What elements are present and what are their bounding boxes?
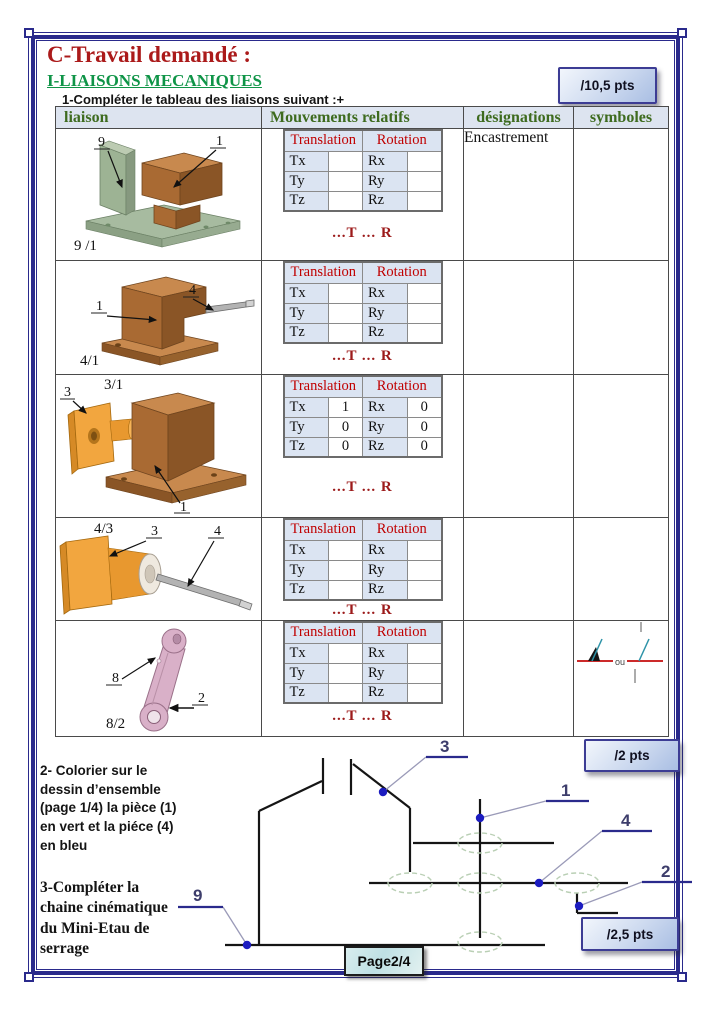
axis-label: Rz <box>363 437 408 457</box>
designation-cell <box>464 261 574 375</box>
instruction-1: 1-Compléter le tableau des liaisons suivant :+ <box>62 92 345 107</box>
value-cell <box>329 663 363 683</box>
doc-title: C-Travail demandé : <box>47 42 252 67</box>
axis-label: Tx <box>284 283 329 303</box>
value-cell <box>329 303 363 323</box>
column-header-mouvements: Mouvements relatifs <box>262 107 464 129</box>
frame-corner-ornament <box>677 28 687 38</box>
axis-label: Tz <box>284 683 329 703</box>
diagram-label-9: 9 <box>193 886 203 905</box>
axis-label: Ty <box>284 303 329 323</box>
liaison-cell-4-1 <box>56 261 262 375</box>
part-label: 1 <box>180 500 187 515</box>
kinematic-chain-diagram <box>160 733 700 985</box>
symbol-cell <box>574 518 669 621</box>
value-cell <box>329 560 363 580</box>
axis-label: Tx <box>284 643 329 663</box>
symbol-or-text: ou <box>615 657 626 667</box>
part-label: 3 <box>151 524 158 539</box>
value-cell <box>408 540 442 560</box>
pair-caption: 4/1 <box>80 353 100 369</box>
rotation-header: Rotation <box>363 376 442 397</box>
note-chaine-cinematique: 3-Compléter la chaine cinématique du Mini-Etau de serrage <box>40 879 168 958</box>
axis-label: Ty <box>284 417 329 437</box>
pair-caption: 4/3 <box>94 521 114 537</box>
translation-header: Translation <box>284 376 363 397</box>
designation-cell <box>464 621 574 737</box>
value-cell <box>408 663 442 683</box>
column-header-symboles: symboles <box>574 107 669 129</box>
value-cell <box>329 323 363 343</box>
movement-mini-table <box>283 375 443 458</box>
axis-label: Ty <box>284 171 329 191</box>
value-cell <box>408 643 442 663</box>
part-label: 3 <box>64 385 71 400</box>
movements-cell <box>262 129 464 261</box>
value-cell: 0 <box>329 437 363 457</box>
symbol-cell <box>574 621 669 737</box>
page-number-box: Page2/4 <box>344 946 424 976</box>
movements-cell <box>262 375 464 518</box>
frame-corner-ornament <box>24 972 34 982</box>
value-cell <box>329 580 363 600</box>
pair-caption: 8/2 <box>106 716 126 732</box>
axis-label: Ry <box>363 663 408 683</box>
diagram-label-3: 3 <box>440 737 450 756</box>
value-cell <box>408 283 442 303</box>
value-cell <box>408 171 442 191</box>
symbol-cell <box>574 261 669 375</box>
part-label: 4 <box>214 524 221 539</box>
axis-label: Rz <box>363 683 408 703</box>
diagram-label-2: 2 <box>661 862 671 881</box>
movement-mini-table <box>283 261 443 344</box>
section-title: I-LIAISONS MECANIQUES <box>47 71 262 90</box>
movement-mini-table <box>283 518 443 601</box>
liaison-cell-8-2 <box>56 621 262 737</box>
leader-lines <box>223 757 642 945</box>
part-label: 2 <box>198 691 205 706</box>
value-cell <box>329 171 363 191</box>
value-cell: 0 <box>408 437 442 457</box>
axis-label: Ry <box>363 303 408 323</box>
diagram-label-1: 1 <box>561 781 571 800</box>
value-cell <box>408 323 442 343</box>
column-header-liaison: liaison <box>56 107 262 129</box>
frame-corner-ornament <box>24 28 34 38</box>
rotation-header: Rotation <box>363 519 442 540</box>
value-cell <box>408 560 442 580</box>
tr-answer-line: ...T ... R <box>332 348 393 364</box>
value-cell <box>329 151 363 171</box>
axis-label: Rx <box>363 283 408 303</box>
pair-caption: 3/1 <box>104 377 124 393</box>
value-cell <box>329 643 363 663</box>
liaison-cell-4-3 <box>56 518 262 621</box>
movement-mini-table <box>283 129 443 212</box>
tr-answer-line: ...T ... R <box>332 602 393 618</box>
label-underlines <box>178 757 692 907</box>
part-illustration-3-1 <box>56 375 260 516</box>
value-cell <box>408 151 442 171</box>
tr-answer-line: ...T ... R <box>332 708 393 724</box>
value-cell <box>408 683 442 703</box>
value-cell <box>408 580 442 600</box>
axis-label: Tz <box>284 437 329 457</box>
designation-cell: Encastrement <box>464 129 574 261</box>
symbol-cell <box>574 375 669 518</box>
diagram-label-4: 4 <box>621 811 631 830</box>
axis-label: Tx <box>284 151 329 171</box>
axis-label: Tx <box>284 397 329 417</box>
axis-label: Ty <box>284 663 329 683</box>
rotation-header: Rotation <box>363 130 442 151</box>
axis-label: Tz <box>284 323 329 343</box>
column-header-designations: désignations <box>464 107 574 129</box>
part-illustration-8-2 <box>56 621 260 735</box>
liaison-cell-9-1 <box>56 129 262 261</box>
axis-label: Ry <box>363 417 408 437</box>
points-badge-chain: /2,5 pts <box>581 917 679 951</box>
movements-cell <box>262 518 464 621</box>
part-label: 1 <box>216 134 223 149</box>
translation-header: Translation <box>284 262 363 283</box>
axis-label: Tx <box>284 540 329 560</box>
movement-mini-table <box>283 621 443 704</box>
part-illustration-4-3 <box>56 518 260 619</box>
axis-label: Rz <box>363 191 408 211</box>
value-cell: 0 <box>408 397 442 417</box>
movements-cell <box>262 621 464 737</box>
tr-answer-line: ...T ... R <box>332 225 393 241</box>
axis-label: Ry <box>363 171 408 191</box>
node-dots <box>243 788 583 949</box>
part-label: 4 <box>189 283 196 298</box>
value-cell: 0 <box>329 417 363 437</box>
value-cell <box>329 283 363 303</box>
points-badge-total: /10,5 pts <box>558 67 657 104</box>
tr-answer-line: ...T ... R <box>332 479 393 495</box>
designation-cell <box>464 518 574 621</box>
translation-header: Translation <box>284 622 363 643</box>
symbol-cell <box>574 129 669 261</box>
axis-label: Tz <box>284 580 329 600</box>
value-cell <box>329 683 363 703</box>
value-cell <box>329 191 363 211</box>
translation-header: Translation <box>284 130 363 151</box>
designation-cell <box>464 375 574 518</box>
axis-label: Ry <box>363 560 408 580</box>
part-label: 8 <box>112 671 119 686</box>
part-label: 9 <box>98 135 105 150</box>
value-cell <box>408 303 442 323</box>
pivot-symbol <box>575 621 667 685</box>
points-badge-coloring: /2 pts <box>584 739 680 772</box>
liaison-cell-3-1 <box>56 375 262 518</box>
axis-label: Rz <box>363 580 408 600</box>
axis-label: Ty <box>284 560 329 580</box>
axis-label: Rx <box>363 643 408 663</box>
axis-label: Rx <box>363 151 408 171</box>
value-cell: 0 <box>408 417 442 437</box>
axis-label: Tz <box>284 191 329 211</box>
translation-header: Translation <box>284 519 363 540</box>
liaison-placeholder-ellipses <box>388 833 599 952</box>
part-label: 1 <box>96 299 103 314</box>
axis-label: Rx <box>363 397 408 417</box>
pair-caption: 9 /1 <box>74 238 97 254</box>
liaisons-table <box>55 106 669 737</box>
note-colorier: 2- Colorier sur le dessin d’ensemble (page 1/4) la pièce (1) en vert et la piéce (4) en bleu <box>40 763 177 853</box>
value-cell: 1 <box>329 397 363 417</box>
movements-cell <box>262 261 464 375</box>
axis-label: Rz <box>363 323 408 343</box>
rotation-header: Rotation <box>363 622 442 643</box>
rotation-header: Rotation <box>363 262 442 283</box>
value-cell <box>408 191 442 211</box>
axis-label: Rx <box>363 540 408 560</box>
value-cell <box>329 540 363 560</box>
